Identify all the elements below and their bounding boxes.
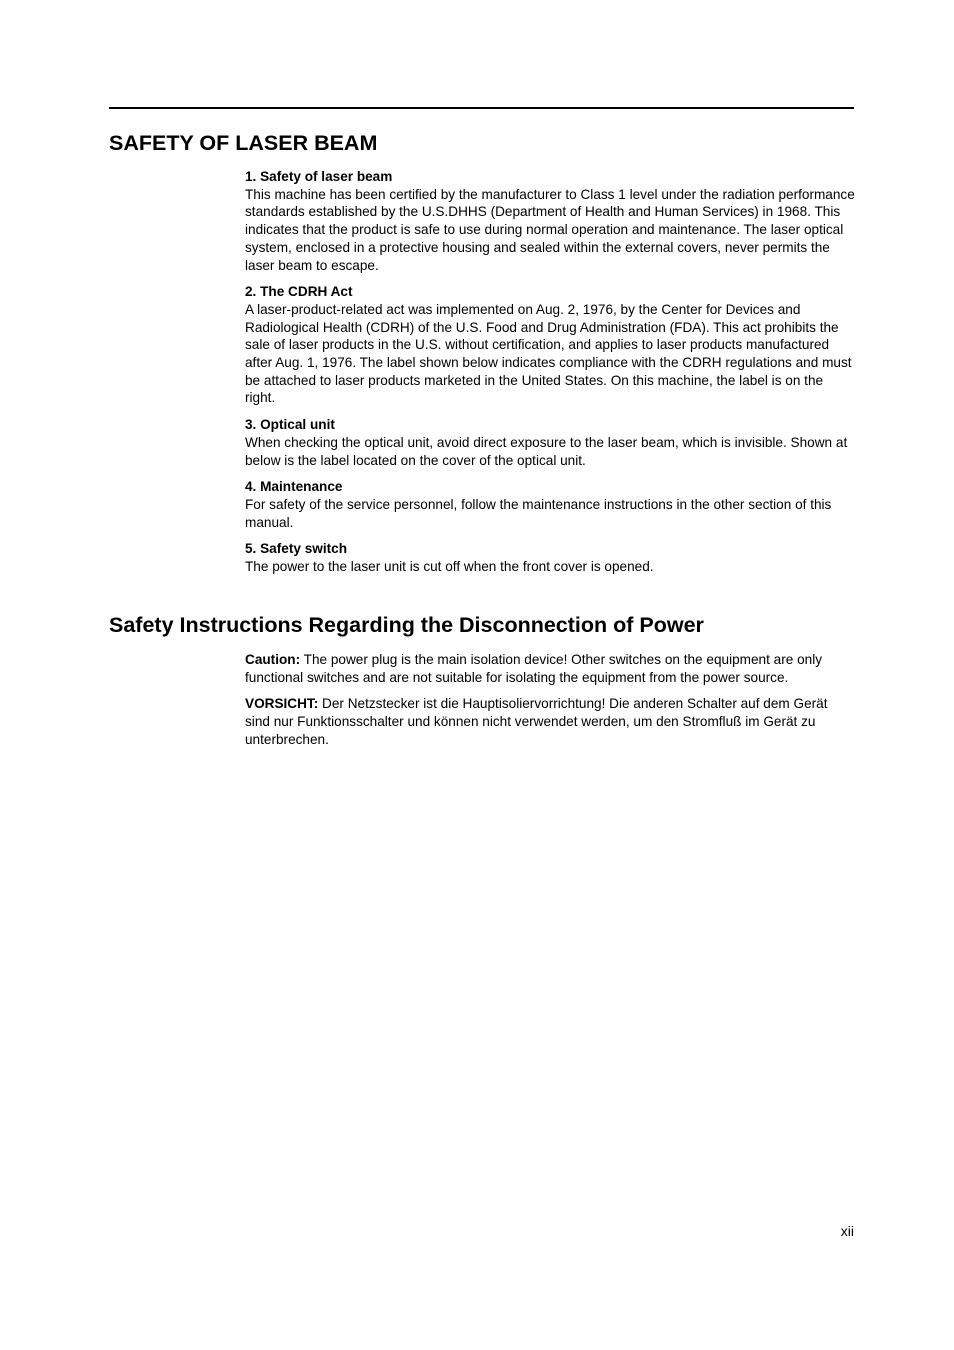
item-text: A laser-product-related act was implemented on Aug. 2, 1976, by the Center for Devices and Radiological Health (CDRH) of the U.S. Food and Drug Administration (FDA). This act prohibits the sale of laser products in the U.S. without certification, and applies to laser products manufactured after Aug. 1, 1976. The label shown below indicates compliance with the CDRH regulations and must be attached to laser products marketed in the United States. On this machine, the label is on the right. bbox=[245, 301, 852, 406]
laser-item-safety-switch bbox=[245, 540, 855, 575]
laser-item-cdrh-act bbox=[245, 283, 855, 407]
page-number: xii bbox=[840, 1223, 854, 1239]
caution-paragraph bbox=[245, 651, 855, 686]
vorsicht-text: Der Netzstecker ist die Hauptisoliervorrichtung! Die anderen Schalter auf dem Gerät sind nur Funktionsschalter und können nicht verwendet werden, um den Stromfluß im Gerät zu unterbrechen. bbox=[245, 696, 828, 747]
vorsicht-lead: VORSICHT: bbox=[245, 696, 319, 712]
item-text: The power to the laser unit is cut off when the front cover is opened. bbox=[245, 559, 654, 575]
laser-item-maintenance bbox=[245, 478, 855, 531]
power-section-body bbox=[245, 651, 855, 758]
item-heading: 1. Safety of laser beam bbox=[245, 169, 393, 184]
item-text: This machine has been certified by the manufacturer to Class 1 level under the radiation performance standards established by the U.S.DHHS (Department of Health and Human Services) in 1968. This indicates that the product is safe to use during normal operation and maintenance. The laser optical system, enclosed in a protective housing and sealed within the external covers, never permits the laser beam to escape. bbox=[245, 186, 855, 273]
item-heading: 4. Maintenance bbox=[245, 479, 343, 495]
laser-item-optical-unit bbox=[245, 416, 855, 469]
caution-lead: Caution: bbox=[245, 652, 301, 667]
laser-section-body bbox=[245, 168, 855, 585]
caution-text: The power plug is the main isolation device! Other switches on the equipment are only functional switches and are not suitable for isolating the equipment from the power source. bbox=[245, 652, 823, 685]
item-text: For safety of the service personnel, follow the maintenance instructions in the other section of this manual. bbox=[245, 496, 832, 530]
power-section-title: Safety Instructions Regarding the Disconnection of Power bbox=[109, 613, 704, 637]
item-heading: 2. The CDRH Act bbox=[245, 284, 353, 300]
item-text: When checking the optical unit, avoid direct exposure to the laser beam, which is invisible. Shown at below is the label located on the cover of the optical unit. bbox=[245, 434, 848, 468]
vorsicht-paragraph bbox=[245, 695, 855, 748]
laser-section-title: SAFETY OF LASER BEAM bbox=[109, 131, 378, 155]
top-rule bbox=[109, 107, 854, 109]
item-heading: 5. Safety switch bbox=[245, 541, 347, 557]
laser-item-safety-of-laser-beam bbox=[245, 168, 855, 274]
item-heading: 3. Optical unit bbox=[245, 417, 335, 433]
